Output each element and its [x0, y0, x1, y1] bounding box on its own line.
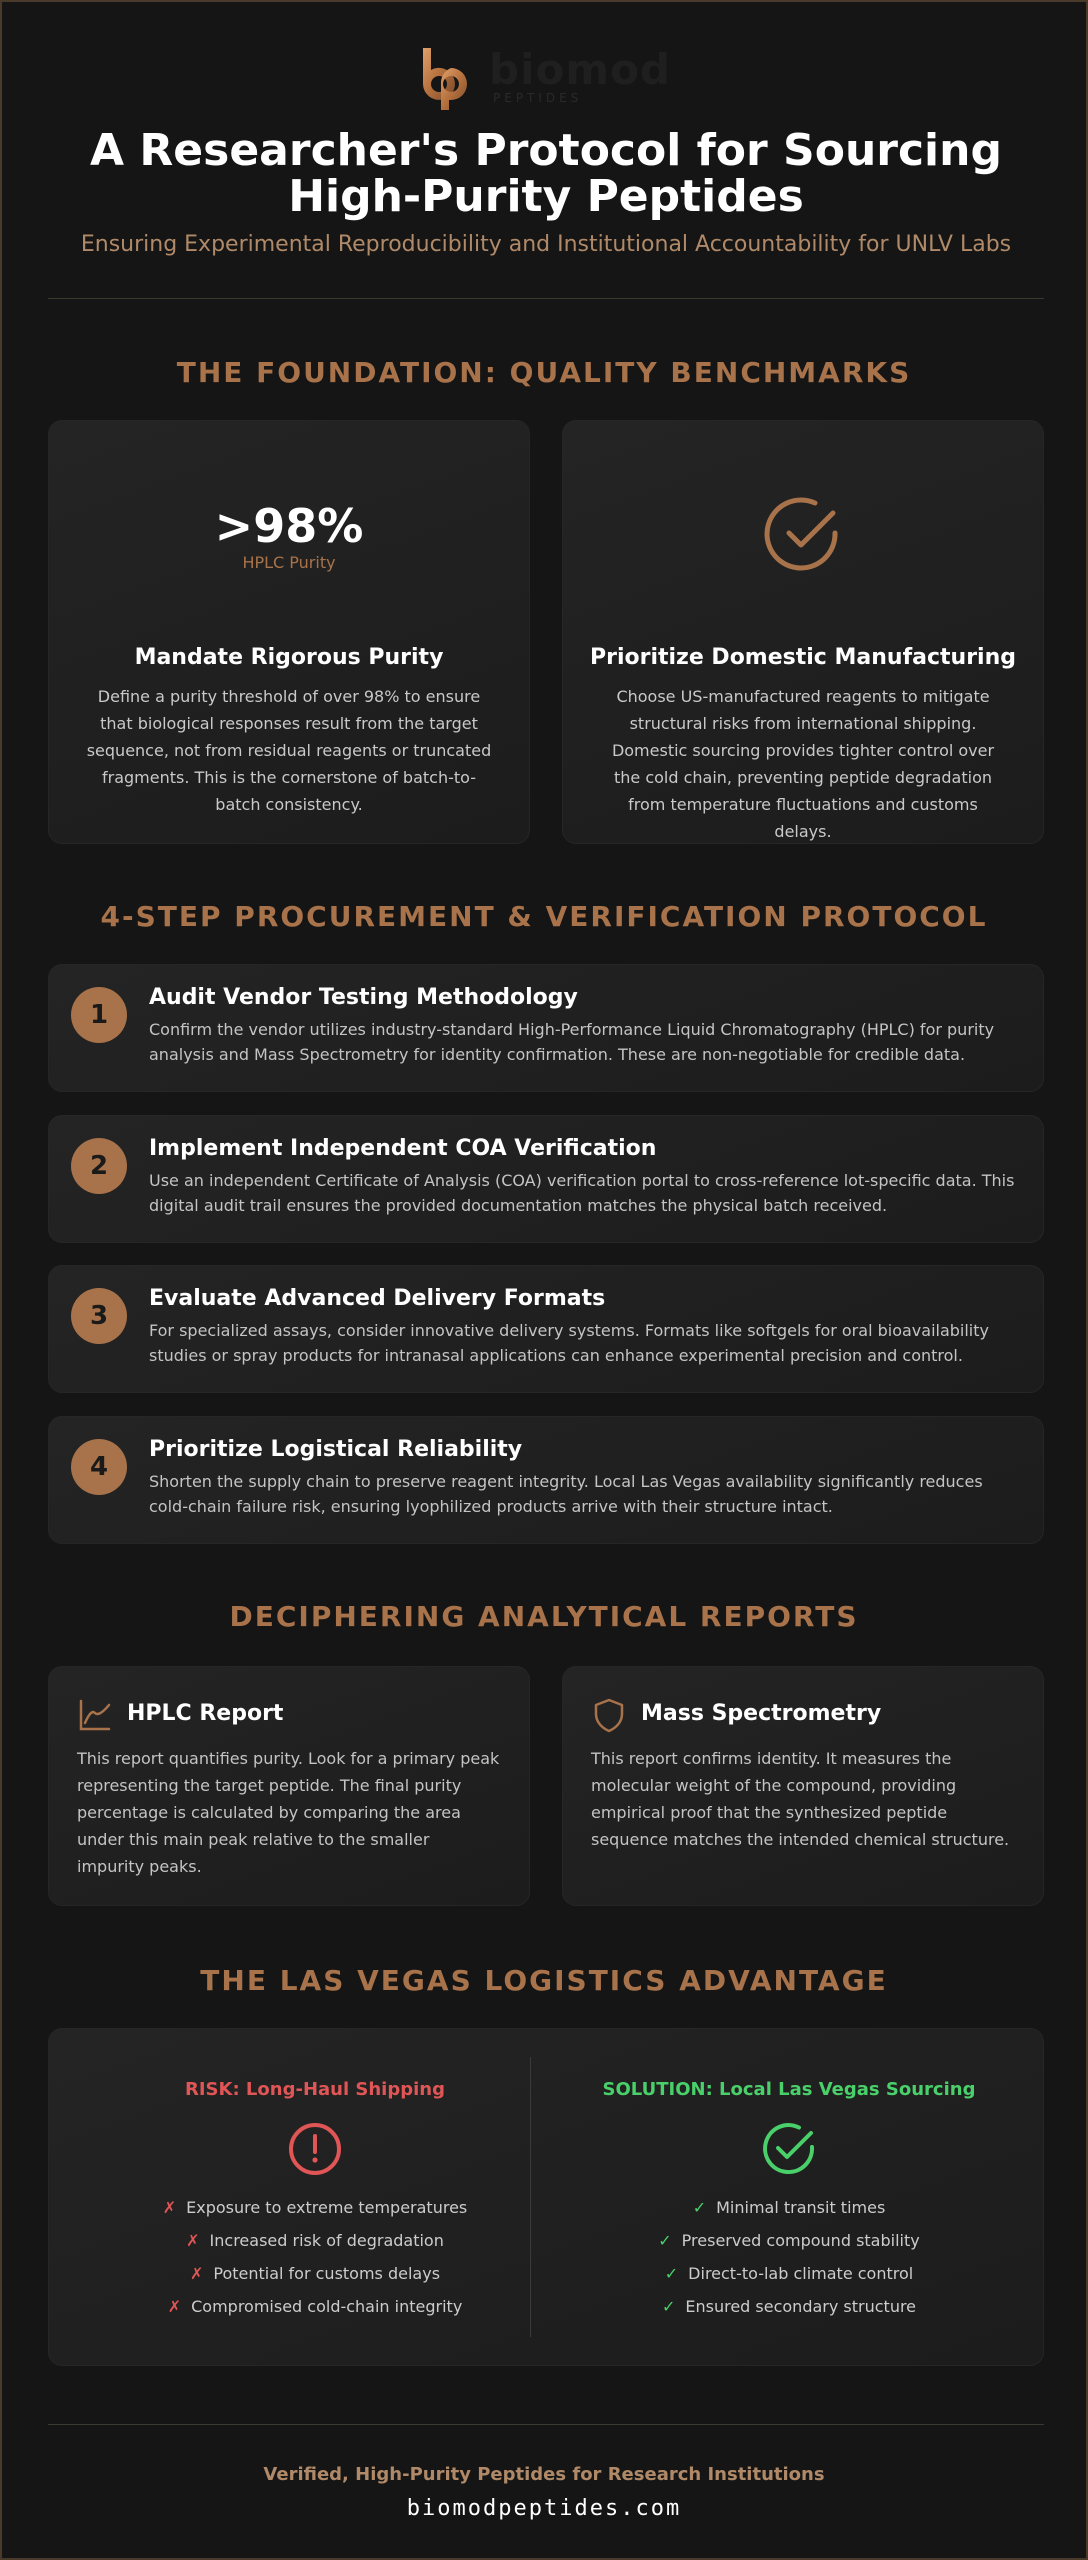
step-number-badge: 3 — [71, 1288, 127, 1344]
list-item: ✗ Compromised cold-chain integrity — [167, 2297, 463, 2316]
domestic-card-heading: Prioritize Domestic Manufacturing — [589, 645, 1017, 670]
page-subtitle: Ensuring Experimental Reproducibility and Institutional Accountability for UNLV Labs — [80, 232, 1012, 257]
domestic-card — [562, 420, 1044, 844]
check-mark-icon: ✓ — [664, 2264, 679, 2283]
step-card-1 — [48, 964, 1044, 1092]
check-circle-icon — [763, 495, 843, 575]
chart-line-icon — [77, 1697, 113, 1733]
check-mark-icon: ✓ — [692, 2198, 707, 2217]
list-item: ✗ Exposure to extreme temperatures — [162, 2198, 468, 2217]
logistics-section-title: THE LAS VEGAS LOGISTICS ADVANTAGE — [200, 1964, 888, 1997]
list-item: ✓ Preserved compound stability — [658, 2231, 920, 2250]
domestic-card-body: Choose US-manufactured reagents to mitigate structural risks from international shipping. Domestic sourcing provides tighter control over the cold chain, preventing peptide degradation from temperature fluctuations and customs delays. — [611, 687, 995, 841]
solution-list — [549, 2191, 1029, 2323]
risk-heading: RISK: Long-Haul Shipping — [185, 2079, 445, 2100]
shield-icon — [591, 1697, 627, 1733]
mass-spec-title: Mass Spectrometry — [641, 1701, 882, 1726]
step-text: Confirm the vendor utilizes industry-standard High-Performance Liquid Chromatography (HPLC) for purity analysis and Mass Spectrometry for identity confirmation. These are non-negotiable for credible data. — [149, 1020, 995, 1064]
x-mark-icon: ✗ — [189, 2264, 204, 2283]
list-item: ✗ Potential for customs delays — [189, 2264, 441, 2283]
step-number-badge: 1 — [71, 987, 127, 1043]
purity-card-body: Define a purity threshold of over 98% to ensure that biological responses result from the target sequence, not from residual reagents or truncated fragments. This is the cornerstone of batch-to-batch consistency. — [86, 687, 492, 814]
solution-column — [549, 2029, 1029, 2365]
list-item: ✗ Increased risk of degradation — [186, 2231, 444, 2250]
risk-column — [75, 2029, 555, 2365]
step-number-badge: 2 — [71, 1138, 127, 1194]
logistics-card — [48, 2028, 1044, 2366]
step-text: For specialized assays, consider innovative delivery systems. Formats like softgels for oral bioavailability studies or spray products for intranasal applications can enhance experimental precision and control. — [149, 1321, 989, 1365]
risk-list — [75, 2191, 555, 2323]
footer-tagline: Verified, High-Purity Peptides for Research Institutions — [263, 2464, 825, 2485]
list-item: ✓ Ensured secondary structure — [661, 2297, 917, 2316]
step-title: Implement Independent COA Verification — [149, 1136, 657, 1161]
hplc-report-text: This report quantifies purity. Look for a primary peak representing the target peptide. The final purity percentage is calculated by comparing the area under this main peak relative to the smaller impurity peaks. — [77, 1749, 500, 1876]
protocol-section-title: 4-STEP PROCUREMENT & VERIFICATION PROTOCOL — [100, 900, 988, 933]
purity-card — [48, 420, 530, 844]
check-circle-icon — [761, 2121, 817, 2177]
step-number-badge: 4 — [71, 1439, 127, 1495]
logo-word: biomod — [489, 45, 671, 94]
step-text: Shorten the supply chain to preserve reagent integrity. Local Las Vegas availability significantly reduces cold-chain failure risk, ensuring lyophilized products arrive with their structure intact. — [149, 1472, 983, 1516]
x-mark-icon: ✗ — [186, 2231, 200, 2250]
logo-subtext: PEPTIDES — [493, 91, 583, 105]
purity-stat: >98% — [214, 499, 364, 553]
purity-stat-label: HPLC Purity — [242, 553, 336, 572]
list-item: ✓ Minimal transit times — [692, 2198, 886, 2217]
step-card-2 — [48, 1115, 1044, 1243]
footer-divider — [48, 2424, 1044, 2425]
footer-url[interactable]: biomodpeptides.com — [406, 2496, 682, 2521]
step-card-4 — [48, 1416, 1044, 1544]
step-text: Use an independent Certificate of Analysis (COA) verification portal to cross-reference lot-specific data. This digital audit trail ensures the provided documentation matches the physical batch received. — [149, 1171, 1015, 1215]
reports-section-title: DECIPHERING ANALYTICAL REPORTS — [229, 1600, 859, 1633]
step-title: Audit Vendor Testing Methodology — [149, 985, 578, 1010]
hplc-report-card — [48, 1666, 530, 1906]
logo-text — [489, 45, 671, 105]
solution-heading: SOLUTION: Local Las Vegas Sourcing — [602, 2079, 976, 2100]
x-mark-icon: ✗ — [162, 2198, 177, 2217]
purity-card-heading: Mandate Rigorous Purity — [134, 645, 444, 670]
step-title: Evaluate Advanced Delivery Formats — [149, 1286, 606, 1311]
step-title: Prioritize Logistical Reliability — [149, 1437, 523, 1462]
check-mark-icon: ✓ — [658, 2231, 672, 2250]
logo-mark-icon — [417, 44, 481, 110]
column-divider — [530, 2057, 531, 2337]
foundation-section-title: THE FOUNDATION: QUALITY BENCHMARKS — [176, 356, 912, 389]
alert-circle-icon — [287, 2121, 343, 2177]
page-title: A Researcher's Protocol for Sourcing High-Purity Peptides — [90, 125, 1002, 222]
x-mark-icon: ✗ — [167, 2297, 182, 2316]
check-mark-icon: ✓ — [661, 2297, 676, 2316]
step-card-3 — [48, 1265, 1044, 1393]
mass-spec-text: This report confirms identity. It measures the molecular weight of the compound, providing empirical proof that the synthesized peptide sequence matches the intended chemical structure. — [591, 1749, 1010, 1849]
mass-spec-card — [562, 1666, 1044, 1906]
hplc-report-title: HPLC Report — [127, 1701, 284, 1726]
list-item: ✓ Direct-to-lab climate control — [664, 2264, 914, 2283]
header-divider — [48, 298, 1044, 299]
brand-logo — [2, 44, 1086, 110]
